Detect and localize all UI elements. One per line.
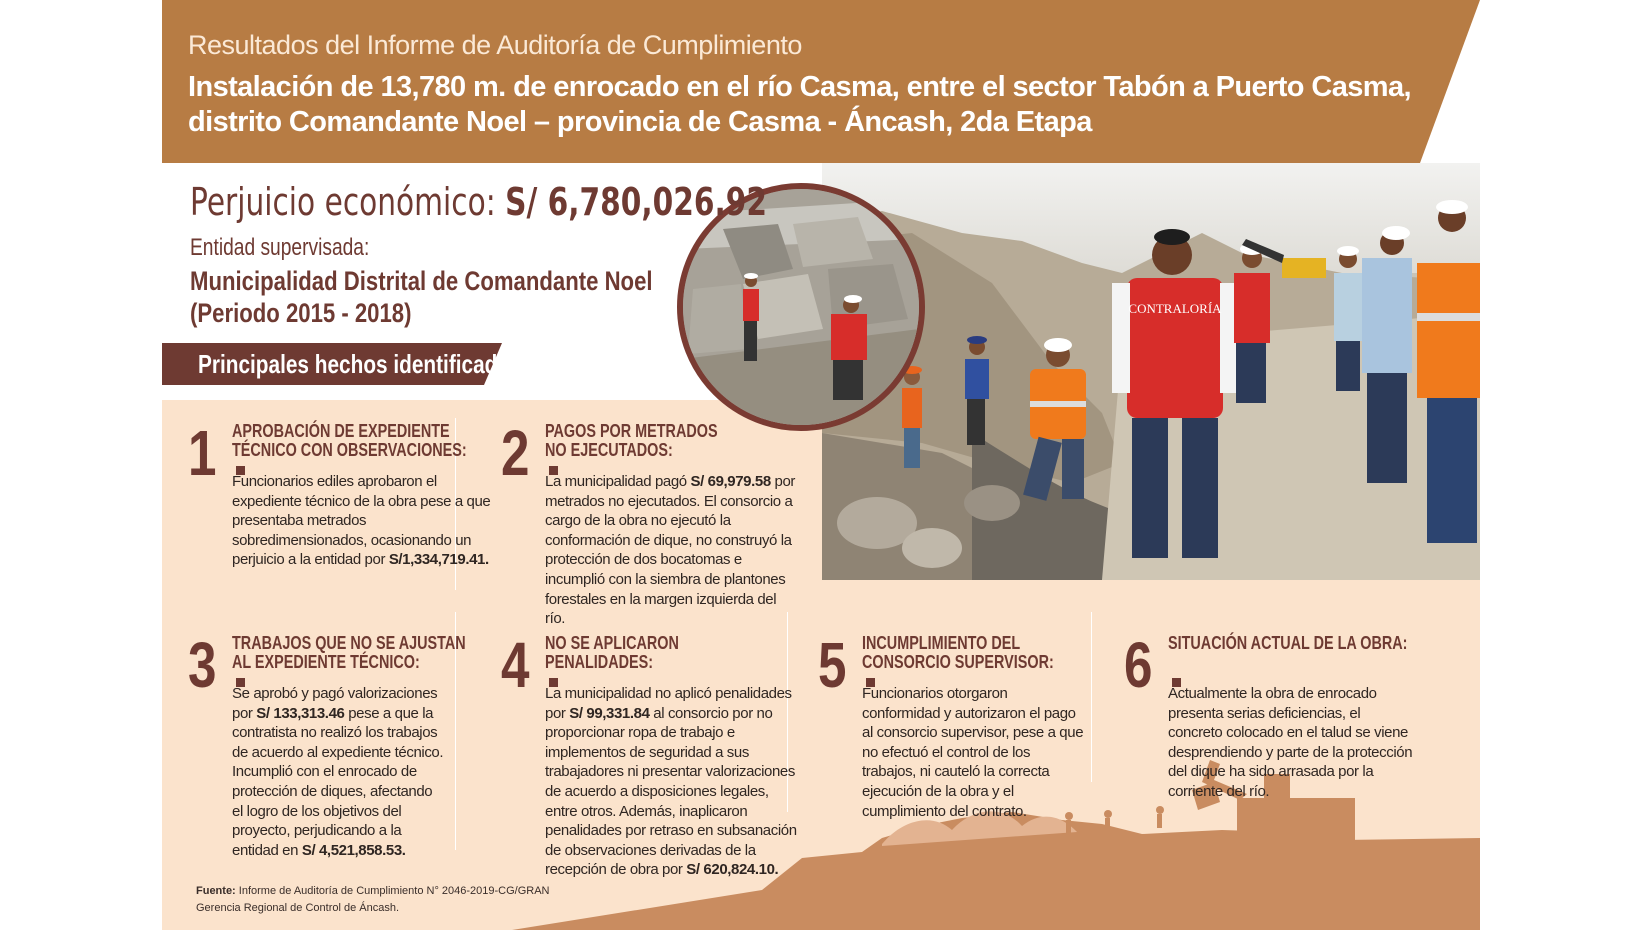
fact-number: 1 xyxy=(188,417,217,489)
fact-text: por metrados no ejecutados. El consorcio a cargo de la obra no ejecutó la conformación de dique, no construyó la protección de dos bocatomas e incumplió con la siembra de plantones forestales en la margen izquierda del río. xyxy=(545,473,796,628)
fact-body xyxy=(232,684,444,860)
source-note xyxy=(196,883,550,917)
source-line2: Gerencia Regional de Control de Áncash. xyxy=(196,902,400,914)
entidad-name-line2: (Periodo 2015 - 2018) xyxy=(190,298,412,328)
fact-body xyxy=(545,472,795,629)
infographic xyxy=(162,0,1480,930)
fact-amount: S/1,334,719.41. xyxy=(388,551,489,569)
perjuicio-label: Perjuicio económico: xyxy=(190,180,496,224)
header-title-line2: distrito Comandante Noel – provincia de Casma - Áncash, 2da Etapa xyxy=(188,106,1092,138)
fact-text: Funcionarios otorgaron conformidad y autorizaron el pago al consorcio supervisor, pese a que no efectuó el control de los trabajos, ni cauteló la correcta ejecución de la obra y el cumplimiento del contrato. xyxy=(862,685,1084,820)
header-supertitle: Resultados del Informe de Auditoría de Cumplimiento xyxy=(188,30,802,60)
site-photo xyxy=(822,163,1480,580)
section-title: Principales hechos identificados: xyxy=(198,349,529,379)
fact-body xyxy=(545,684,797,880)
perjuicio-value: S/ 6,780,026.92 xyxy=(505,180,768,224)
header-banner xyxy=(162,0,1480,163)
fact-number: 2 xyxy=(501,417,530,489)
entidad-name-line1: Municipalidad Distrital de Comandante Noel xyxy=(190,266,653,296)
fact-number: 5 xyxy=(818,629,847,701)
fact-body xyxy=(232,472,500,570)
fact-title: PAGOS POR METRADOS NO EJECUTADOS: xyxy=(545,421,718,460)
header-title-line1: Instalación de 13,780 m. de enrocado en el río Casma, entre el sector Tabón a Puerto Casma, xyxy=(188,71,1411,103)
perjuicio-economico xyxy=(190,180,767,224)
fact-body xyxy=(862,684,1087,821)
entidad-label: Entidad supervisada: xyxy=(190,234,370,261)
fact-number: 4 xyxy=(501,629,530,701)
source-text: Informe de Auditoría de Cumplimiento N° 2046-2019-CG/GRAN xyxy=(235,885,550,897)
fact-text: La municipalidad pagó xyxy=(545,473,691,490)
fact-title: NO SE APLICARON PENALIDADES: xyxy=(545,633,679,672)
fact-text: Se aprobó y pagó valorizaciones por xyxy=(232,685,438,722)
fact-text: Funcionarios ediles aprobaron el expediente técnico de la obra pese a que presentaba metrados sobredimensionados, ocasionando un perjuicio a la entidad por xyxy=(232,473,491,569)
fact-amount: S/ 4,521,858.53. xyxy=(301,841,406,859)
fact-amount: S/ 133,313.46 xyxy=(256,704,345,722)
section-title-banner xyxy=(162,343,529,385)
fact-body xyxy=(1168,684,1418,802)
source-label: Fuente: xyxy=(196,885,236,897)
fact-amount: S/ 99,331.84 xyxy=(569,704,650,722)
divider xyxy=(1091,612,1092,782)
fact-title: TRABAJOS QUE NO SE AJUSTAN AL EXPEDIENTE TÉCNICO: xyxy=(232,633,466,672)
fact-title: SITUACIÓN ACTUAL DE LA OBRA: xyxy=(1168,633,1408,653)
fact-number: 3 xyxy=(188,629,217,701)
fact-title: INCUMPLIMIENTO DEL CONSORCIO SUPERVISOR: xyxy=(862,633,1054,672)
fact-amount: S/ 69,979.58 xyxy=(690,473,771,490)
fact-text: pese a que la contratista no realizó los trabajos de acuerdo al expediente técnico. Incumplió con el enrocado de protección de diques, afectando el logro de los objetivos del proyecto, perjudicando a la entidad en xyxy=(232,704,444,859)
fact-text: La municipalidad no aplicó penalidades por xyxy=(545,685,792,722)
fact-title: APROBACIÓN DE EXPEDIENTE TÉCNICO CON OBSERVACIONES: xyxy=(232,421,467,460)
fact-text: Actualmente la obra de enrocado presenta serias deficiencias, el concreto colocado en el talud se viene desprendiendo y parte de la protección del dique ha sido arrasada por la corriente del río. xyxy=(1168,685,1413,800)
fact-amount: S/ 620,824.10. xyxy=(686,861,779,879)
fact-text: al consorcio por no proporcionar ropa de trabajo e implementos de seguridad a sus trabajadores ni presentar valorizaciones de acuerdo a disposiciones legales, entre otros. Además, inaplicaron penalidades por retraso en subsanación de observaciones derivadas de la recepción de obra por xyxy=(545,704,797,879)
entidad-name xyxy=(190,265,653,329)
fact-number: 6 xyxy=(1124,629,1153,701)
contraloria-vest-text: CONTRALORÍA xyxy=(1128,301,1222,316)
